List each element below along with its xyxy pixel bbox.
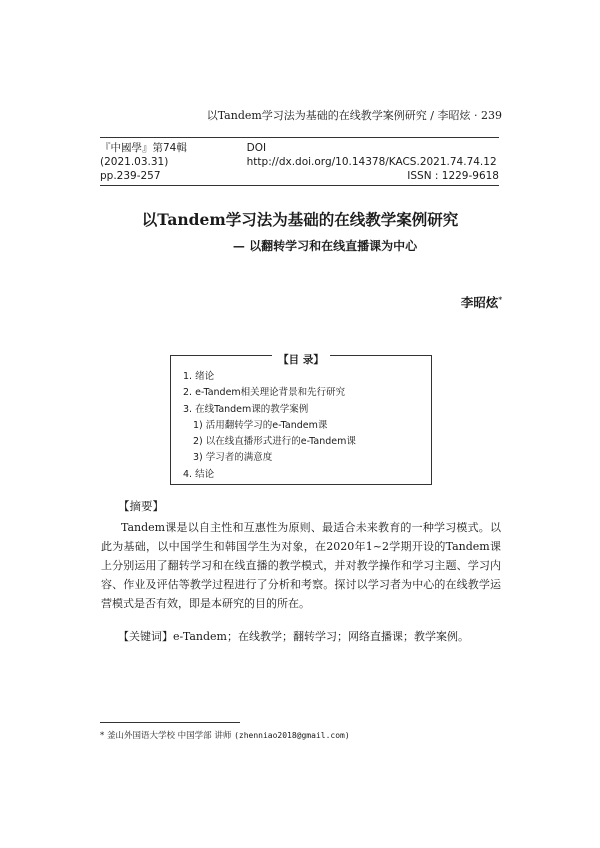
toc-item: 4. 结论 (183, 468, 215, 480)
issn: ISSN : 1229-9618 (407, 170, 499, 182)
footnote (100, 729, 350, 741)
running-head: 以Tandem学习法为基础的在线教学案例研究 / 李昭炫 · 239 (206, 109, 502, 122)
page-range: pp.239-257 (100, 170, 161, 182)
toc-item: 3. 在线Tandem课的教学案例 (183, 403, 309, 415)
toc-subitem: 2) 以在线直播形式进行的e-Tandem课 (193, 436, 356, 448)
journal-info: 『中國學』第74輯 (2021.03.31) (100, 142, 187, 168)
abstract-heading: 【摘要】 (118, 499, 164, 513)
toc-item: 2. e-Tandem相关理论背景和先行研究 (183, 387, 346, 399)
toc-subitem: 3) 学习者的满意度 (193, 452, 273, 464)
footnote-affiliation: 釜山外国语大学校 中国学部 讲师 (106, 731, 232, 741)
author (461, 293, 502, 311)
toc-heading: 【目 录】 (272, 354, 330, 366)
keywords-text: e-Tandem；在线教学；翻转学习；网络直播课；教学案例。 (173, 630, 469, 643)
keywords-label: 【关键词】 (118, 630, 173, 643)
keywords (118, 628, 469, 644)
abstract-text: Tandem课是以自主性和互惠性为原则、最适合未来教育的一种学习模式。以此为基础，以中国学生和韩国学生为对象，在2020年1~2学期开设的Tandem课上分别运用了翻转学习和在线直播的教学模式，并对教学操作和学习主题、学习内容、作业及评估等教学过程进行了分析和考察。探讨以学习者为中心的在线教学运营模式是否有效，即是本研究的目的所在。 (101, 521, 501, 610)
paper-title: 以Tandem学习法为基础的在线教学案例研究 (141, 210, 459, 229)
author-name: 李昭炫 (460, 295, 499, 310)
author-footnote-mark: * (498, 294, 502, 304)
toc-list (183, 369, 356, 483)
table-of-contents (170, 355, 432, 485)
footnote-divider (100, 722, 240, 723)
toc-subitem: 1) 活用翻转学习的e-Tandem课 (193, 419, 328, 431)
paper-subtitle: — 以翻转学习和在线直播课为中心 (232, 239, 418, 253)
publication-info (100, 137, 499, 186)
toc-item: 1. 绪论 (183, 371, 215, 382)
footnote-email[interactable]: (zhenniao2018@gmail.com) (234, 731, 350, 740)
footnote-mark: * (100, 731, 105, 741)
doi-link[interactable]: DOI http://dx.doi.org/10.14378/KACS.2021.74.74.12 (246, 142, 497, 168)
